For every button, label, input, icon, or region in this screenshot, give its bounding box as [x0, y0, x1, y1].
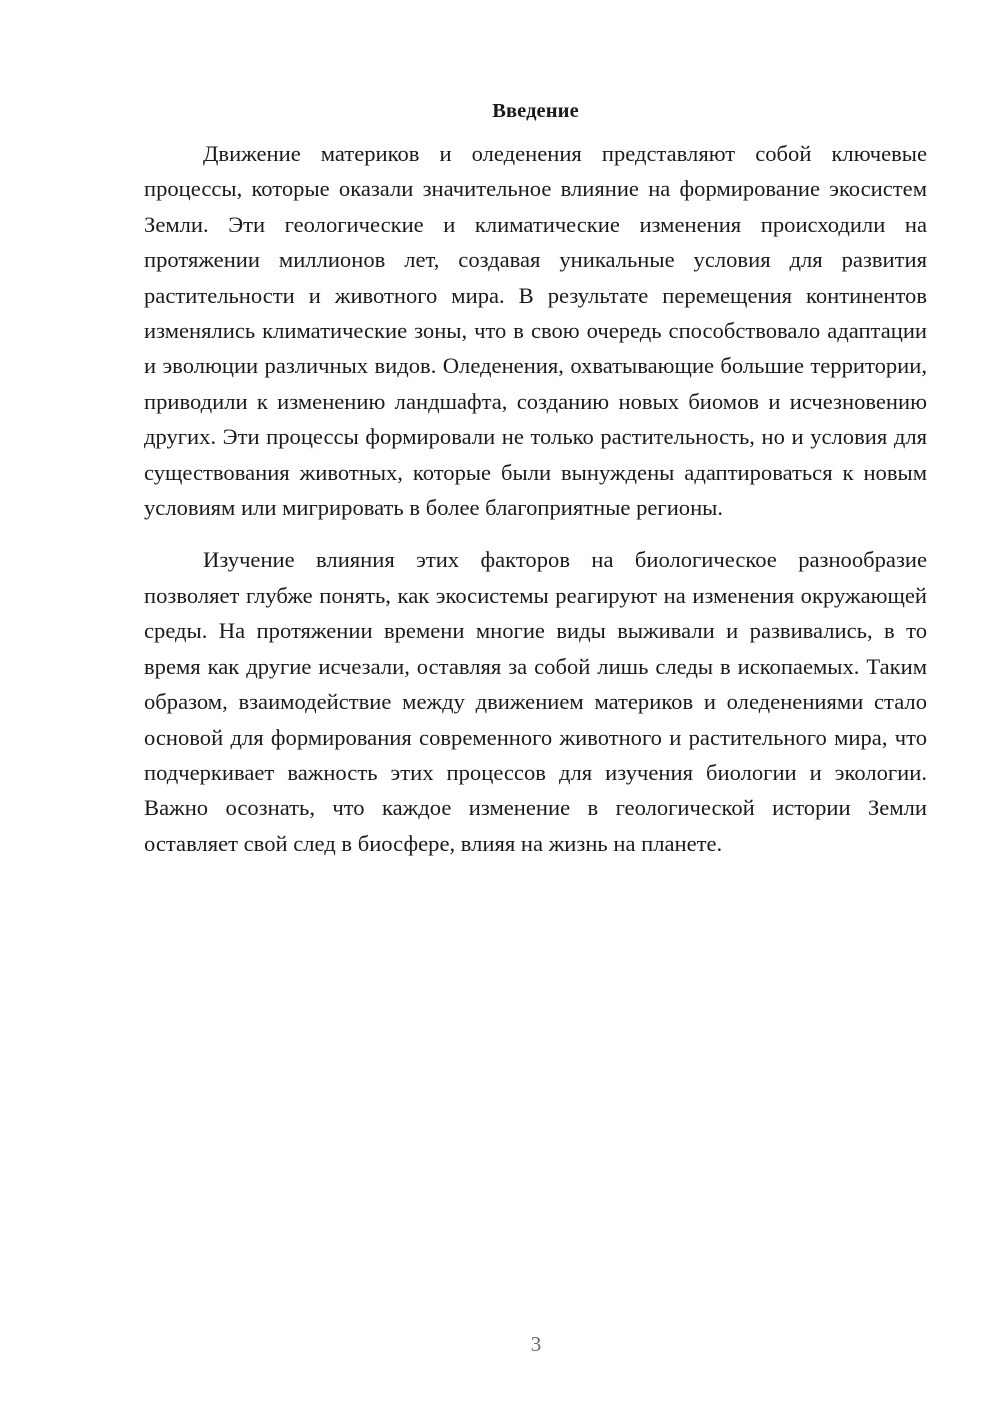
section-heading: Введение	[492, 100, 579, 122]
page-number: 3	[530, 1332, 542, 1356]
page-content	[144, 94, 927, 861]
paragraph-2: Изучение влияния этих факторов на биологическое разнообразие позволяет глубже понять, как экосистемы реагируют на изменения окружающей среды. На протяжении времени многие виды выживали и развивались, в то время как другие исчезали, оставляя за собой лишь следы в ископаемых. Таким образом, взаимодействие между движением материков и оледенениями стало основой для формирования современного животного и растительного мира, что подчеркивает важность этих процессов для изучения биологии и экологии. Важно осознать, что каждое изменение в геологической истории Земли оставляет свой след в биосфере, влияя на жизнь на планете.	[144, 547, 927, 856]
paragraph-1: Движение материков и оледенения представляют собой ключевые процессы, которые оказали значительное влияние на формирование экосистем Земли. Эти геологические и климатические изменения происходили на протяжении миллионов лет, создавая уникальные условия для развития растительности и животного мира. В результате перемещения континентов изменялись климатические зоны, что в свою очередь способствовало адаптации и эволюции различных видов. Оледенения, охватывающие большие территории, приводили к изменению ландшафта, созданию новых биомов и исчезновению других. Эти процессы формировали не только растительность, но и условия для существования животных, которые были вынуждены адаптироваться к новым условиям или мигрировать в более благоприятные регионы.	[144, 141, 927, 521]
